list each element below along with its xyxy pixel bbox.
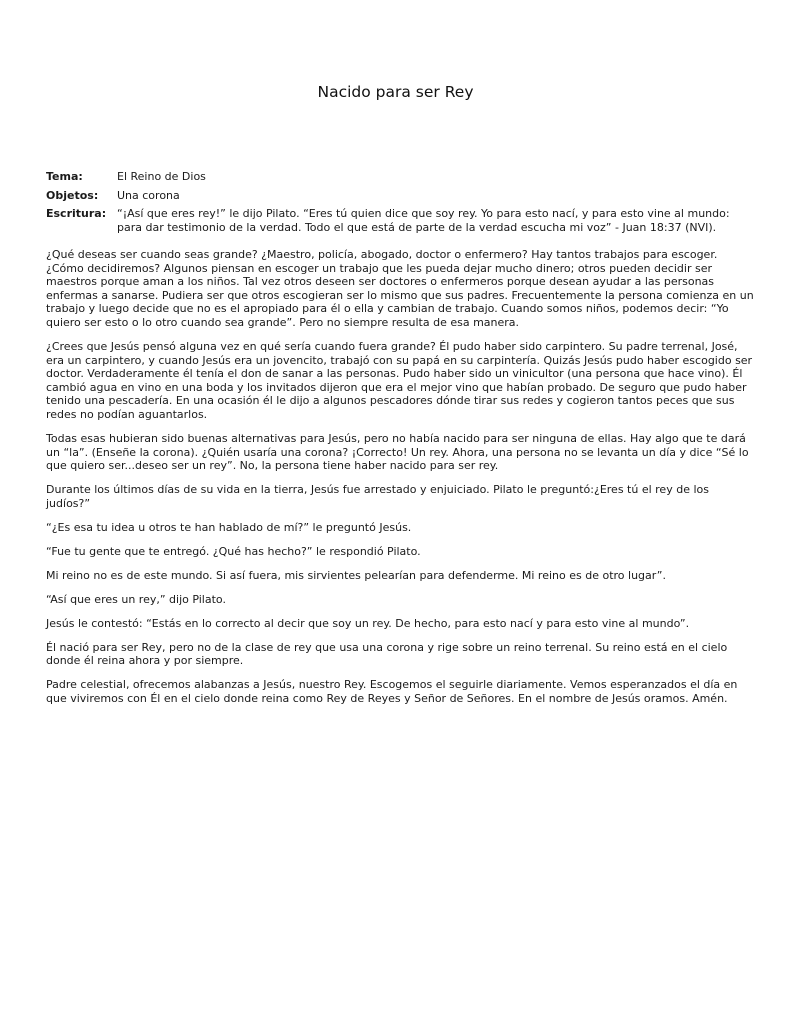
body-paragraph: “Fue tu gente que te entregó. ¿Qué has hecho?” le respondió Pilato. <box>46 544 421 558</box>
body-paragraph: ¿Crees que Jesús pensó alguna vez en qué sería cuando fuera grande? Él pudo haber sido carpintero. Su padre terrenal, José, era un carpintero, y cuando Jesús era un jovencito, trabajó con su papá en su carpintería. Quizás Jesús pudo haber escogido ser doctor. Verdaderamente él tenía el don de sanar a las personas. Pudo haber sido un vinicultor (una persona que hace vino). Él cambió agua en vino en una boda y los invitados dijeron que era el mejor vino que habían probado. De seguro que pudo haber tenido una pescadería. En una ocasión él le dijo a algunos pescadores dónde tirar sus redes y cogieron tantos peces que sus redes no podían aguantarlos. <box>46 339 753 421</box>
body-paragraph: Él nació para ser Rey, pero no de la clase de rey que usa una corona y rige sobre un reino terrenal. Su reino está en el cielo donde él reina ahora y por siempre. <box>46 640 728 668</box>
page-title: Nacido para ser Rey <box>317 83 474 101</box>
body-paragraph: “¿Es esa tu idea u otros te han hablado de mí?” le preguntó Jesús. <box>46 520 412 534</box>
tema-value: El Reino de Dios <box>117 170 206 183</box>
tema-label: Tema: <box>46 170 83 183</box>
tema-row <box>46 170 756 184</box>
lesson-metadata <box>46 170 756 239</box>
escritura-value: “¡Así que eres rey!” le dijo Pilato. “Eres tú quien dice que soy rey. Yo para esto nací, y para esto vine al mundo: para dar testimonio de la verdad. Todo el que está de parte de la verdad escucha mi voz” - Juan 18:37 (NVI). <box>117 207 730 234</box>
body-paragraph: Durante los últimos días de su vida en la tierra, Jesús fue arrestado y enjuiciado. Pilato le preguntó:¿Eres tú el rey de los judíos?” <box>46 483 709 510</box>
escritura-row <box>46 207 756 234</box>
body-paragraph: ¿Qué deseas ser cuando seas grande? ¿Maestro, policía, abogado, doctor o enfermero? Hay tantos trabajos para escoger. ¿Cómo decidiremos? Algunos piensan en escoger un trabajo que les pueda dejar mucho dinero; otros pueden decidir ser maestros porque aman a los niños. Tal vez otros deseen ser doctores o enfermeros porque desean ayudar a las personas enfermas a sanarse. Pudiera ser que otros escogieran ser lo mismo que sus padres. Frecuentemente la persona comienza en un trabajo y luego decide que no es el apropiado para él o ella y cambian de trabajo. Cuando somos niños, podemos decir: “Yo quiero ser esto o lo otro cuando sea grande”. Pero no siempre resulta de esa manera. <box>46 248 754 329</box>
objetos-value: Una corona <box>117 188 180 202</box>
objetos-row <box>46 189 756 203</box>
body-paragraph: “Así que eres un rey,” dijo Pilato. <box>46 592 226 606</box>
escritura-label: Escritura: <box>46 207 107 221</box>
body-paragraph: Jesús le contestó: “Estás en lo correcto al decir que soy un rey. De hecho, para esto nací y para esto vine al mundo”. <box>46 616 690 630</box>
body-paragraph: Mi reino no es de este mundo. Si así fuera, mis sirvientes pelearían para defenderme. Mi reino es de otro lugar”. <box>46 568 666 582</box>
document-body <box>46 248 756 716</box>
body-paragraph: Padre celestial, ofrecemos alabanzas a Jesús, nuestro Rey. Escogemos el seguirle diariamente. Vemos esperanzados el día en que viviremos con Él en el cielo donde reina como Rey de Reyes y Señor de Señores. En el nombre de Jesús oramos. Amén. <box>46 678 738 705</box>
objetos-label: Objetos: <box>46 188 99 202</box>
body-paragraph: Todas esas hubieran sido buenas alternativas para Jesús, pero no había nacido para ser ninguna de ellas. Hay algo que te dará un “la”. (Enseñe la corona). ¿Quién usaría una corona? ¡Correcto! Un rey. Ahora, una persona no se levanta un día y dice “Sé lo que quiero ser...deseo ser un rey”. No, la persona tiene haber nacido para ser rey. <box>46 431 749 473</box>
